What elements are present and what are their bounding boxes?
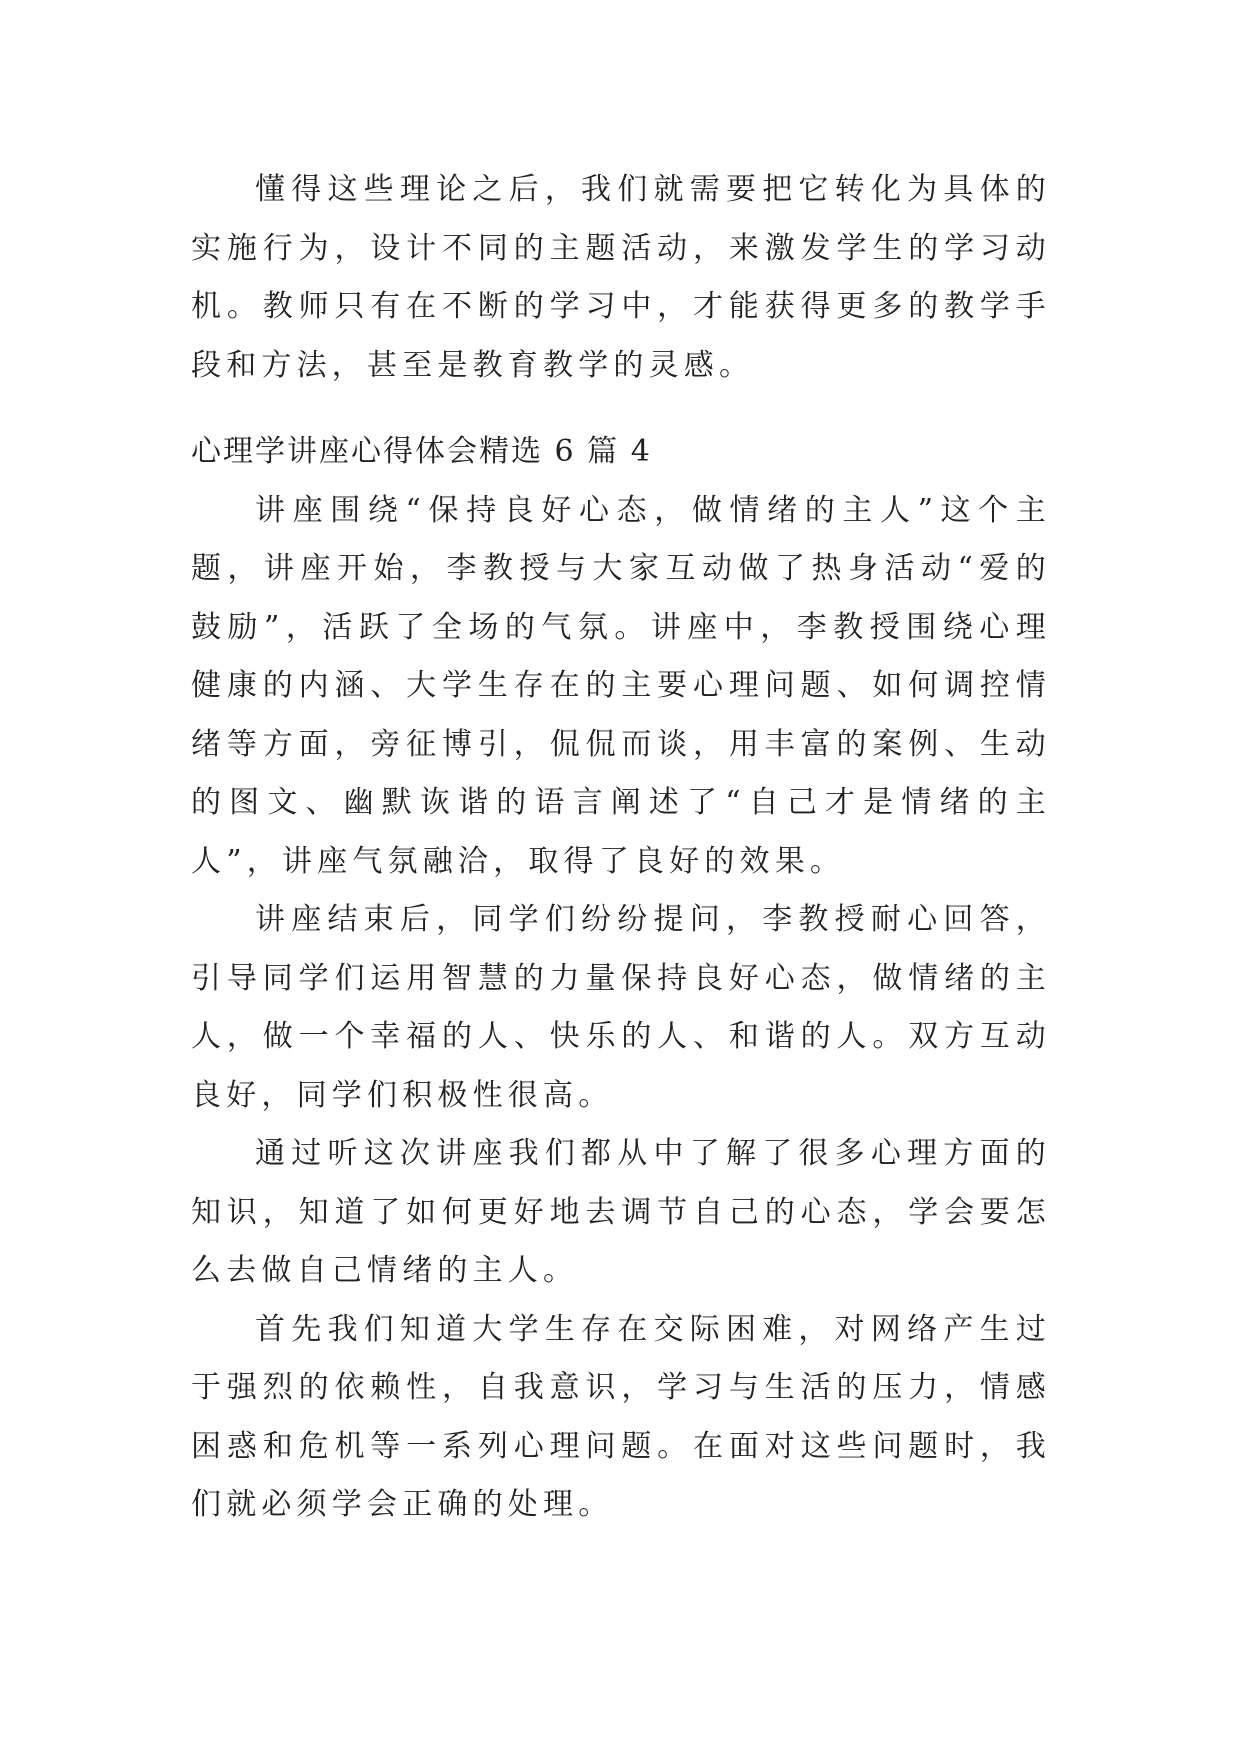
paragraph: 讲座结束后，同学们纷纷提问，李教授耐心回答，引导同学们运用智慧的力量保持良好心态，做情绪的主人，做一个幸福的人、快乐的人、和谐的人。双方互动良好，同学们积极性很高。: [191, 902, 1051, 1113]
paragraph: 懂得这些理论之后，我们就需要把它转化为具体的实施行为，设计不同的主题活动，来激发学生的学习动机。教师只有在不断的学习中，才能获得更多的教学手段和方法，甚至是教育教学的灵感。: [191, 172, 1051, 383]
paragraph: 通过听这次讲座我们都从中了解了很多心理方面的知识，知道了如何更好地去调节自己的心态，学会要怎么去做自己情绪的主人。: [191, 1136, 1051, 1288]
section-title: 心理学讲座心得体会精选 6 篇 4: [191, 434, 652, 469]
document-body: [191, 161, 1051, 1535]
paragraph: 首先我们知道大学生存在交际困难，对网络产生过于强烈的依赖性，自我意识，学习与生活的压力，情感困惑和危机等一系列心理问题。在面对这些问题时，我们就必须学会正确的处理。: [191, 1311, 1051, 1522]
paragraph: 讲座围绕“保持良好心态，做情绪的主人”这个主题，讲座开始，李教授与大家互动做了热身活动“爱的鼓励”，活跃了全场的气氛。讲座中，李教授围绕心理健康的内涵、大学生存在的主要心理问题、如何调控情绪等方面，旁征博引，侃侃而谈，用丰富的案例、生动的图文、幽默诙谐的语言阐述了“自己才是情绪的主人”，讲座气氛融洽，取得了良好的效果。: [191, 492, 1051, 879]
